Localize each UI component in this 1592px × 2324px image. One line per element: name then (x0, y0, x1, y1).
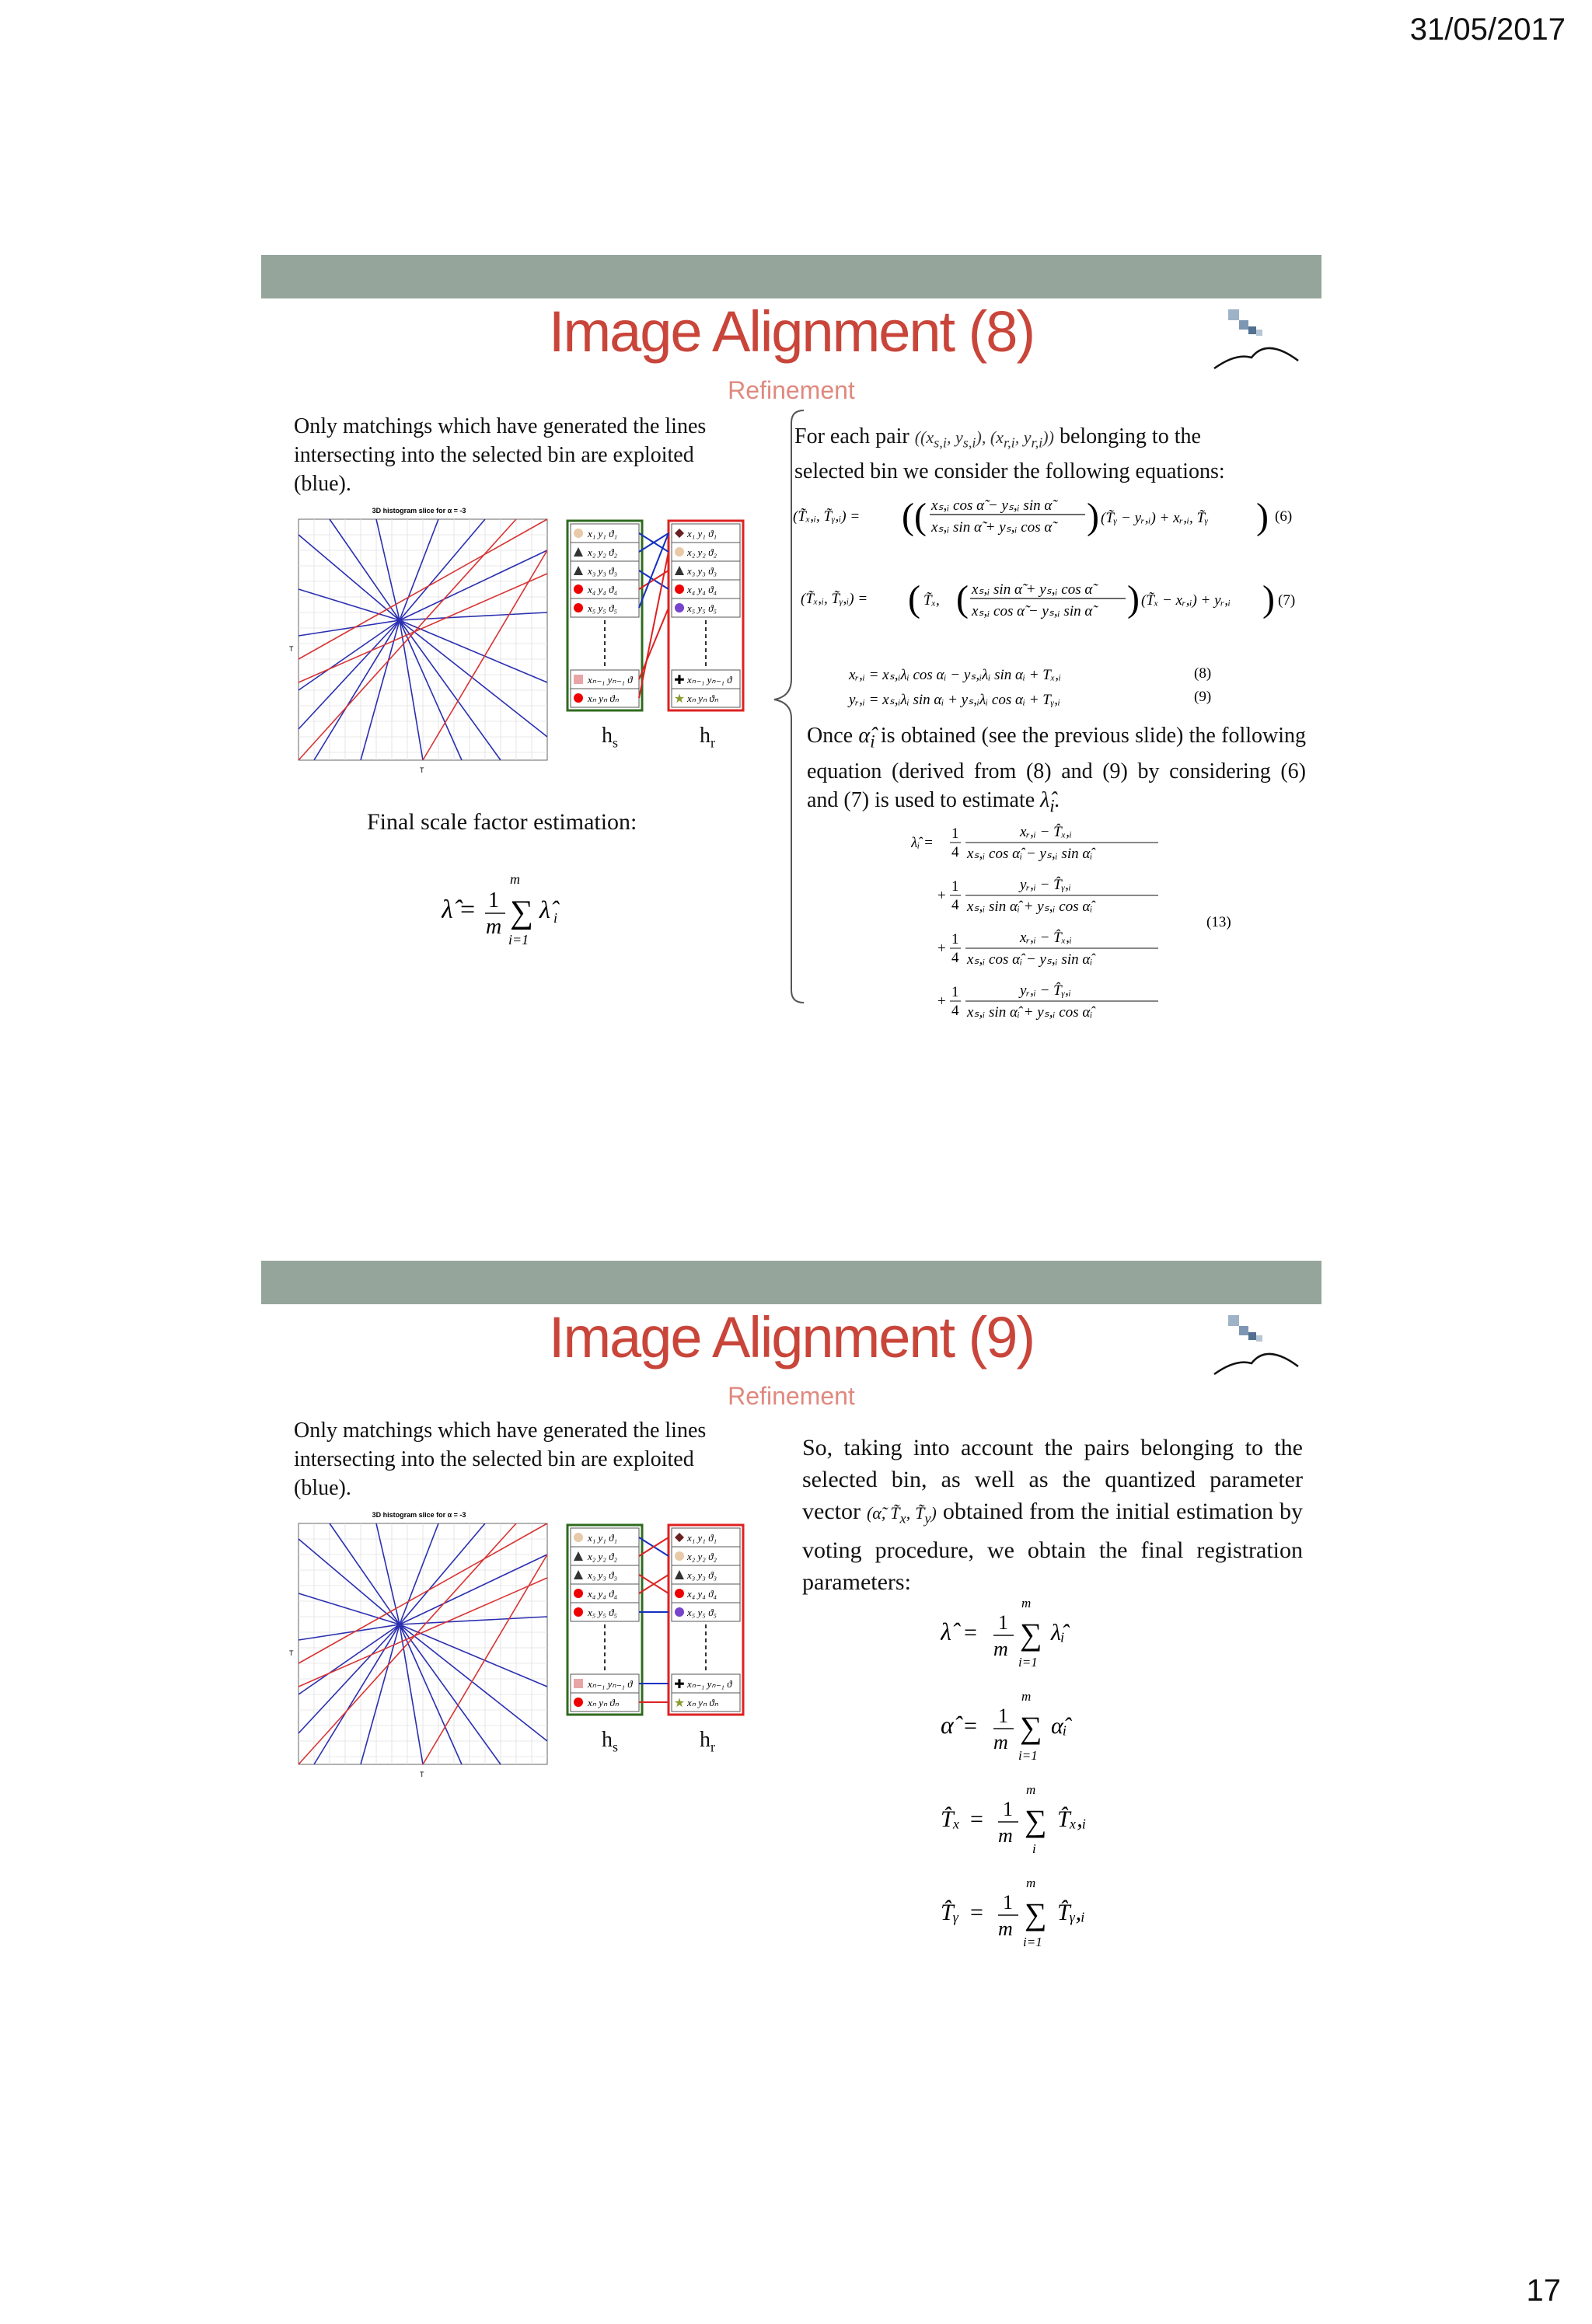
svg-text:m: m (486, 915, 502, 939)
svg-text:i=1: i=1 (1018, 1748, 1038, 1763)
svg-text:1: 1 (1003, 1798, 1013, 1820)
svg-text:∑: ∑ (1025, 1803, 1047, 1838)
svg-text:m: m (993, 1638, 1008, 1660)
svg-text:=: = (964, 1713, 977, 1739)
svg-text:x₂ y₂ ϑ₂: x₂ y₂ ϑ₂ (687, 546, 717, 558)
svg-text:m: m (510, 874, 520, 887)
svg-text:xₙ yₙ ϑₙ: xₙ yₙ ϑₙ (687, 1697, 718, 1708)
slide-header-band (261, 255, 1321, 298)
svg-text:★: ★ (673, 693, 686, 706)
svg-text:): ) (1256, 496, 1269, 537)
svg-text:m: m (1026, 1782, 1036, 1797)
svg-text:1: 1 (951, 984, 959, 1000)
svg-text:xₛ,ᵢ sin α̃ + yₛ,ᵢ cos α̃: xₛ,ᵢ sin α̃ + yₛ,ᵢ cos α̃ (931, 519, 1053, 536)
svg-text:T̂ₓ: T̂ₓ (941, 1806, 961, 1832)
svg-text:+: + (937, 888, 946, 904)
svg-text:4: 4 (951, 1003, 959, 1019)
svg-text:xₛ,ᵢ cos α̂ᵢ − yₛ,ᵢ sin α̂ᵢ: xₛ,ᵢ cos α̂ᵢ − yₛ,ᵢ sin α̂ᵢ (967, 846, 1093, 862)
svg-text:T̂ᵧ,ᵢ: T̂ᵧ,ᵢ (1057, 1900, 1085, 1925)
svg-text:x₅ y₅ ϑ₅: x₅ y₅ ϑ₅ (687, 1607, 717, 1618)
svg-text:(T̃ₓ − xᵣ,ᵢ) + yᵣ,ᵢ: (T̃ₓ − xᵣ,ᵢ) + yᵣ,ᵢ (1141, 592, 1231, 609)
pair-intro: For each pair (($x_{s,i}$, $y_{s,i}$), ($x_{r,i}$, $y_{r,i}$)) belonging to the selected bin we consider the following equations: (794, 424, 1225, 484)
svg-text:xₙ yₙ ϑₙ: xₙ yₙ ϑₙ (588, 693, 619, 704)
table-label-hr: $h_r$ (700, 724, 715, 751)
slide-title: Image Alignment (8) (548, 299, 1035, 364)
svg-text:xₛ,ᵢ sin α̂ᵢ + yₛ,ᵢ cos α̂ᵢ: xₛ,ᵢ sin α̂ᵢ + yₛ,ᵢ cos α̂ᵢ (967, 1004, 1093, 1021)
svg-text:xₛ,ᵢ sin α̂ᵢ + yₛ,ᵢ cos α̂ᵢ: xₛ,ᵢ sin α̂ᵢ + yₛ,ᵢ cos α̂ᵢ (967, 899, 1093, 915)
svg-text:T̃ₓ,: T̃ₓ, (923, 592, 940, 609)
slide-subtitle: Refinement (728, 1382, 855, 1410)
histogram-slice-plot (283, 1508, 555, 1780)
svg-text:x₂ y₂ ϑ₂: x₂ y₂ ϑ₂ (588, 546, 617, 558)
svg-text:λ̂ᵢ: λ̂ᵢ (1051, 1620, 1065, 1645)
svg-text:x₄ y₄ ϑ₄: x₄ y₄ ϑ₄ (588, 1588, 617, 1600)
svg-text:(: ( (956, 578, 969, 619)
svg-text:(T̃ᵧ − yᵣ,ᵢ) + xᵣ,ᵢ, T̃ᵧ: (T̃ᵧ − yᵣ,ᵢ) + xᵣ,ᵢ, T̃ᵧ (1101, 510, 1209, 526)
final-parameters-text: So, taking into account the pairs belonging to the selected bin, as well as the quantized parameter vector (α̃, $T̃_x$, $T̃_y$) obtained from the initial estimation by voting procedure, we obtain the final registration parameters: (802, 1435, 1303, 1596)
svg-text:4: 4 (951, 844, 959, 860)
eq-number-9: (9) (1194, 689, 1212, 705)
svg-text:yᵣ,ᵢ = xₛ,ᵢλᵢ sin αᵢ + yₛ,ᵢλᵢ: yᵣ,ᵢ = xₛ,ᵢλᵢ sin αᵢ + yₛ,ᵢλᵢ cos αᵢ + Tᵧ,ᵢ (849, 692, 1061, 708)
svg-text:λ̂: λ̂ (941, 1617, 951, 1645)
svg-text:1: 1 (951, 825, 959, 842)
plot-title: 3D histogram slice for α = -3 (372, 1511, 466, 1519)
svg-text:λ̂ᵢ =: λ̂ᵢ = (911, 835, 934, 851)
histogram-slice-plot (283, 504, 555, 776)
page-number: 17 (1526, 2273, 1561, 2308)
slide-subtitle: Refinement (728, 376, 855, 404)
final-registration-formulas (941, 1596, 1189, 1970)
matching-table (564, 518, 766, 717)
svg-text:1: 1 (1003, 1891, 1013, 1914)
svg-text:xₙ₋₁ yₙ₋₁ ϑ: xₙ₋₁ yₙ₋₁ ϑ (588, 674, 633, 686)
svg-text:((: (( (902, 496, 927, 537)
svg-text:x₁ y₁ ϑ₁: x₁ y₁ ϑ₁ (687, 1532, 717, 1544)
svg-text:x₄ y₄ ϑ₄: x₄ y₄ ϑ₄ (588, 584, 617, 595)
svg-text:m: m (1021, 1689, 1032, 1704)
scale-factor-label: Final scale factor estimation: (367, 809, 637, 835)
svg-text:=: = (460, 895, 476, 924)
svg-text:i=1: i=1 (1018, 1655, 1038, 1670)
svg-text:∑: ∑ (1020, 1617, 1042, 1652)
equation-13 (911, 821, 1300, 1031)
svg-text:x₁ y₁ ϑ₁: x₁ y₁ ϑ₁ (588, 1532, 617, 1544)
svg-text:=: = (964, 1620, 977, 1645)
slide-image-alignment-9 (261, 1261, 1321, 2046)
svg-text:yᵣ,ᵢ − T̂ᵧ,ᵢ: yᵣ,ᵢ − T̂ᵧ,ᵢ (1020, 982, 1071, 999)
svg-text:x₅ y₅ ϑ₅: x₅ y₅ ϑ₅ (687, 602, 717, 614)
svg-text:xₙ₋₁ yₙ₋₁ ϑ: xₙ₋₁ yₙ₋₁ ϑ (588, 1678, 633, 1690)
alpha-estimation-text: Once $\alphâ_i$ is obtained (see the previous slide) the following equation (derived from (8) and (9) by considering (6) and (7) is used to estimate $\lambdâ_i$. (807, 724, 1307, 817)
plot-ylabel: T (289, 645, 294, 653)
svg-text:1: 1 (951, 931, 959, 947)
svg-text:): ) (1127, 578, 1140, 619)
svg-text:1: 1 (998, 1611, 1008, 1634)
eq-number-13: (13) (1206, 914, 1231, 930)
svg-text:∑: ∑ (510, 895, 533, 930)
svg-text:x₃ y₃ ϑ₃: x₃ y₃ ϑ₃ (588, 565, 617, 577)
svg-text:m: m (1021, 1596, 1032, 1610)
svg-text:xᵣ,ᵢ = xₛ,ᵢλᵢ cos αᵢ − yₛ,ᵢλᵢ: xᵣ,ᵢ = xₛ,ᵢλᵢ cos αᵢ − yₛ,ᵢλᵢ sin αᵢ + Tₓ,ᵢ (849, 667, 1062, 683)
svg-text:1: 1 (998, 1705, 1008, 1727)
table-label-hr: $h_r$ (700, 1728, 715, 1755)
svg-text:x₅ y₅ ϑ₅: x₅ y₅ ϑ₅ (588, 602, 617, 614)
svg-text:4: 4 (951, 950, 959, 966)
equations-6-to-9 (793, 488, 1314, 721)
svg-text:i: i (553, 910, 558, 926)
svg-text:xₛ,ᵢ cos α̃ − yₛ,ᵢ sin α̃: xₛ,ᵢ cos α̃ − yₛ,ᵢ sin α̃ (931, 497, 1053, 514)
svg-text:α̂ᵢ: α̂ᵢ (1051, 1713, 1067, 1739)
eq-number-6: (6) (1275, 508, 1293, 525)
svg-text:xₙ yₙ ϑₙ: xₙ yₙ ϑₙ (687, 693, 718, 704)
svg-text:4: 4 (951, 897, 959, 913)
svg-text:(T̃ₓ,ᵢ, T̃ᵧ,ᵢ) =: (T̃ₓ,ᵢ, T̃ᵧ,ᵢ) = (801, 591, 868, 607)
eq-number-8: (8) (1194, 665, 1212, 682)
svg-text:x₅ y₅ ϑ₅: x₅ y₅ ϑ₅ (588, 1607, 617, 1618)
svg-text:=: = (970, 1806, 983, 1832)
plot-title: 3D histogram slice for α = -3 (372, 507, 466, 515)
svg-text:m: m (1026, 1876, 1036, 1890)
svg-text:∑: ∑ (1020, 1710, 1042, 1745)
plot-ylabel: T (289, 1649, 294, 1657)
svg-text:✚: ✚ (674, 674, 685, 687)
svg-text:+: + (937, 940, 946, 957)
svg-text:x₃ y₃ ϑ₃: x₃ y₃ ϑ₃ (687, 565, 717, 577)
table-label-hs: $h_s$ (602, 724, 619, 751)
svg-text:x₄ y₄ ϑ₄: x₄ y₄ ϑ₄ (687, 1588, 717, 1600)
svg-text:1: 1 (488, 888, 499, 913)
svg-text:★: ★ (673, 1697, 686, 1710)
svg-text:x₂ y₂ ϑ₂: x₂ y₂ ϑ₂ (588, 1551, 617, 1562)
svg-text:xₙ₋₁ yₙ₋₁ ϑ: xₙ₋₁ yₙ₋₁ ϑ (687, 674, 732, 686)
svg-text:(T̃ₓ,ᵢ, T̃ᵧ,ᵢ) =: (T̃ₓ,ᵢ, T̃ᵧ,ᵢ) = (793, 508, 861, 525)
matching-table (564, 1522, 766, 1721)
svg-text:): ) (1087, 496, 1099, 537)
slide-header-band (261, 1261, 1321, 1304)
eq-number-7: (7) (1278, 592, 1296, 609)
svg-text:λ̂: λ̂ (539, 895, 550, 923)
scale-formula (442, 874, 597, 948)
svg-text:xᵣ,ᵢ − T̂ₓ,ᵢ: xᵣ,ᵢ − T̂ₓ,ᵢ (1020, 824, 1072, 840)
svg-text:): ) (1262, 578, 1275, 619)
plot-xlabel: T (420, 1771, 424, 1778)
matchings-description: Only matchings which have generated the lines intersecting into the selected bin are exploited (blue). (294, 414, 707, 496)
table-label-hs: $h_s$ (602, 1728, 619, 1755)
svg-text:i=1: i=1 (1023, 1935, 1042, 1949)
svg-text:xₛ,ᵢ cos α̃ − yₛ,ᵢ sin α̃: xₛ,ᵢ cos α̃ − yₛ,ᵢ sin α̃ (972, 603, 1093, 619)
document-date: 31/05/2017 (1409, 12, 1566, 47)
svg-text:xᵣ,ᵢ − T̂ₓ,ᵢ: xᵣ,ᵢ − T̂ₓ,ᵢ (1020, 930, 1072, 946)
logo-icon (1213, 306, 1306, 376)
svg-text:i: i (1032, 1841, 1036, 1856)
svg-text:m: m (998, 1917, 1013, 1940)
svg-text:x₁ y₁ ϑ₁: x₁ y₁ ϑ₁ (687, 528, 717, 539)
svg-text:xₙ yₙ ϑₙ: xₙ yₙ ϑₙ (588, 1697, 619, 1708)
svg-text:xₛ,ᵢ sin α̃ + yₛ,ᵢ cos α̃: xₛ,ᵢ sin α̃ + yₛ,ᵢ cos α̃ (972, 581, 1093, 598)
svg-text:yᵣ,ᵢ − T̂ᵧ,ᵢ: yᵣ,ᵢ − T̂ᵧ,ᵢ (1020, 877, 1071, 893)
svg-text:m: m (998, 1824, 1013, 1847)
svg-text:x₂ y₂ ϑ₂: x₂ y₂ ϑ₂ (687, 1551, 717, 1562)
svg-text:T̂ᵧ: T̂ᵧ (941, 1900, 959, 1925)
svg-text:✚: ✚ (674, 1678, 685, 1691)
svg-text:T̂ₓ,ᵢ: T̂ₓ,ᵢ (1057, 1806, 1087, 1832)
svg-text:x₃ y₃ ϑ₃: x₃ y₃ ϑ₃ (588, 1569, 617, 1581)
svg-text:x₃ y₃ ϑ₃: x₃ y₃ ϑ₃ (687, 1569, 717, 1581)
svg-text:∑: ∑ (1025, 1897, 1047, 1931)
svg-text:λ̂: λ̂ (442, 895, 453, 924)
svg-text:i=1: i=1 (508, 932, 529, 947)
svg-text:+: + (937, 993, 946, 1010)
logo-icon (1213, 1312, 1306, 1382)
matchings-description: Only matchings which have generated the lines intersecting into the selected bin are exploited (blue). (294, 1418, 707, 1500)
svg-text:1: 1 (951, 878, 959, 895)
plot-xlabel: T (420, 766, 424, 774)
svg-text:=: = (970, 1900, 983, 1925)
slide-image-alignment-8 (261, 255, 1321, 1040)
svg-text:α̂: α̂ (941, 1711, 954, 1739)
svg-text:(: ( (908, 578, 920, 619)
svg-text:xₛ,ᵢ cos α̂ᵢ − yₛ,ᵢ sin α̂ᵢ: xₛ,ᵢ cos α̂ᵢ − yₛ,ᵢ sin α̂ᵢ (967, 951, 1093, 968)
svg-text:m: m (993, 1731, 1008, 1753)
svg-text:xₙ₋₁ yₙ₋₁ ϑ: xₙ₋₁ yₙ₋₁ ϑ (687, 1678, 732, 1690)
svg-text:x₄ y₄ ϑ₄: x₄ y₄ ϑ₄ (687, 584, 717, 595)
slide-title: Image Alignment (9) (548, 1305, 1035, 1370)
svg-text:x₁ y₁ ϑ₁: x₁ y₁ ϑ₁ (588, 528, 617, 539)
